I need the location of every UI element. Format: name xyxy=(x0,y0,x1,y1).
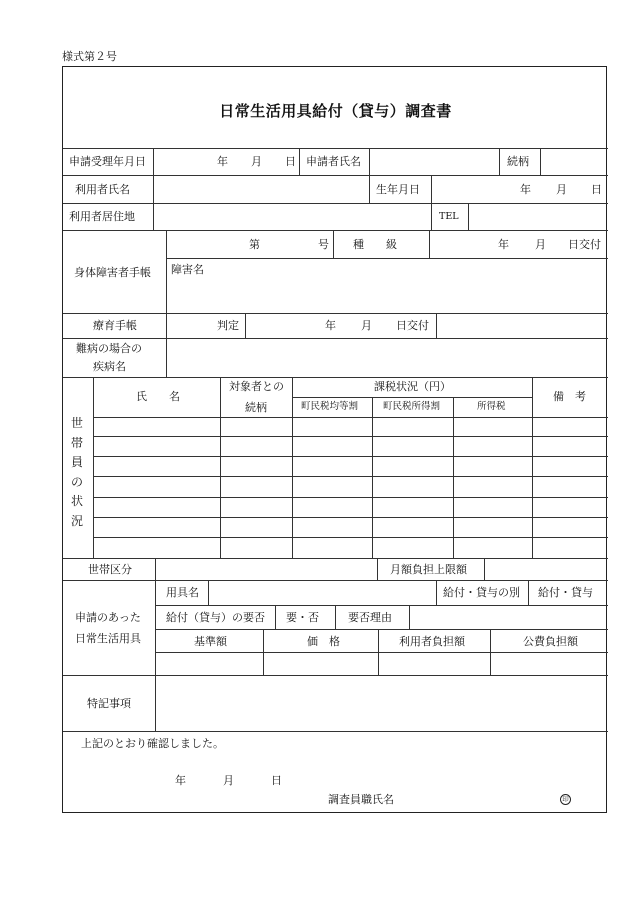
vline xyxy=(166,313,167,338)
form-number: 様式第２号 xyxy=(62,50,117,63)
hline xyxy=(93,476,608,477)
form-title: 日常生活用具給付（貸与）調査書 xyxy=(219,102,452,120)
handbook-month: 月 xyxy=(535,238,546,251)
hline xyxy=(63,580,608,581)
vline xyxy=(431,175,432,203)
vline xyxy=(299,148,300,175)
vline xyxy=(499,148,500,175)
handbook-dai: 第 xyxy=(249,238,260,251)
rehab-year: 年 xyxy=(325,319,336,332)
vline xyxy=(333,230,334,258)
vline xyxy=(220,377,221,558)
household-tax-sub3: 所得税 xyxy=(477,401,506,412)
hline xyxy=(63,338,608,339)
device-item-label: 用具名 xyxy=(166,586,199,599)
received-day: 日 xyxy=(285,155,296,168)
intractable-label-2: 疾病名 xyxy=(93,360,126,373)
vline xyxy=(155,580,156,675)
device-reason-label: 要否理由 xyxy=(348,611,392,624)
device-need-value: 要・否 xyxy=(286,611,319,624)
household-tax-sub1: 町民税均等割 xyxy=(301,401,359,412)
vline xyxy=(155,675,156,731)
vline xyxy=(292,377,293,558)
rehab-issued: 日交付 xyxy=(396,319,429,332)
handbook-issued: 日交付 xyxy=(568,238,601,251)
birth-year: 年 xyxy=(520,183,531,196)
hline xyxy=(93,537,608,538)
vline xyxy=(528,580,529,605)
vline xyxy=(468,203,469,230)
device-type-value: 給付・貸与 xyxy=(538,586,593,599)
relation-label: 続柄 xyxy=(507,155,529,168)
device-label-2: 日常生活用具 xyxy=(75,632,141,645)
hline xyxy=(63,313,608,314)
household-relation-header-2: 続柄 xyxy=(245,401,267,414)
remarks-label: 特記事項 xyxy=(87,697,131,710)
vline xyxy=(378,629,379,675)
confirm-month: 月 xyxy=(223,774,234,787)
device-base-label: 基準額 xyxy=(194,635,227,648)
household-tax-header: 課税状況（円） xyxy=(374,380,451,393)
disorder-name-label: 障害名 xyxy=(171,263,204,276)
hline xyxy=(63,203,608,204)
monthly-limit-label: 月額負担上限額 xyxy=(390,563,467,576)
investigator-label: 調査員職氏名 xyxy=(328,793,394,806)
received-date-label: 申請受理年月日 xyxy=(69,155,146,168)
applicant-name-label: 申請者氏名 xyxy=(306,155,361,168)
hline xyxy=(292,397,532,398)
vline xyxy=(436,313,437,338)
hline xyxy=(63,377,608,378)
handbook-year: 年 xyxy=(498,238,509,251)
hline xyxy=(93,456,608,457)
hline xyxy=(93,497,608,498)
vline xyxy=(453,397,454,558)
hline xyxy=(93,436,608,437)
vline xyxy=(369,175,370,203)
vline xyxy=(153,175,154,230)
vline xyxy=(166,338,167,377)
birth-month: 月 xyxy=(556,183,567,196)
vline xyxy=(540,148,541,175)
hline xyxy=(63,558,608,559)
device-need-label: 給付（貸与）の要否 xyxy=(166,611,265,624)
vline xyxy=(335,605,336,629)
vline xyxy=(377,558,378,580)
disability-handbook-label: 身体障害者手帳 xyxy=(74,266,151,279)
household-notes-header: 備 考 xyxy=(553,390,586,403)
device-type-label: 給付・貸与の別 xyxy=(443,586,520,599)
received-month: 月 xyxy=(251,155,262,168)
seal-mark: 印 xyxy=(560,794,571,805)
vline xyxy=(245,313,246,338)
household-tax-sub2: 町民税所得割 xyxy=(383,401,441,412)
user-name-label: 利用者氏名 xyxy=(75,183,130,196)
hline xyxy=(155,629,608,630)
handbook-go: 号 xyxy=(318,238,329,251)
hline xyxy=(63,675,608,676)
vline xyxy=(275,605,276,629)
survey-form xyxy=(62,66,607,813)
vline xyxy=(429,230,430,258)
birth-day: 日 xyxy=(591,183,602,196)
rehab-judgement-label: 判定 xyxy=(217,319,239,332)
rehab-handbook-label: 療育手帳 xyxy=(93,319,137,332)
vline xyxy=(431,203,432,230)
vline xyxy=(484,558,485,580)
vline xyxy=(369,148,370,175)
confirm-text: 上記のとおり確認しました。 xyxy=(81,737,224,750)
household-class-label: 世帯区分 xyxy=(88,563,132,576)
tel-label: TEL xyxy=(439,211,459,222)
vline xyxy=(153,148,154,175)
hline xyxy=(63,175,608,176)
device-label-1: 申請のあった xyxy=(75,611,141,624)
confirm-day: 日 xyxy=(271,774,282,787)
handbook-grade: 種 級 xyxy=(353,238,397,251)
device-user-burden-label: 利用者負担額 xyxy=(399,635,465,648)
vline xyxy=(436,580,437,605)
hline xyxy=(63,148,608,149)
vline xyxy=(93,377,94,558)
household-side-label: 世帯員の状況 xyxy=(70,416,83,528)
vline xyxy=(372,397,373,558)
device-price-label: 価 格 xyxy=(307,635,340,648)
address-label: 利用者居住地 xyxy=(69,210,135,223)
hline xyxy=(63,731,608,732)
birth-date-label: 生年月日 xyxy=(376,183,420,196)
vline xyxy=(166,230,167,313)
hline xyxy=(155,652,608,653)
vline xyxy=(532,377,533,558)
vline xyxy=(490,629,491,675)
intractable-label-1: 難病の場合の xyxy=(76,342,142,355)
received-year: 年 xyxy=(217,155,228,168)
hline xyxy=(93,517,608,518)
hline xyxy=(63,230,608,231)
rehab-month: 月 xyxy=(361,319,372,332)
hline xyxy=(155,605,608,606)
vline xyxy=(208,580,209,605)
vline xyxy=(409,605,410,629)
household-name-header: 氏 名 xyxy=(136,390,180,403)
vline xyxy=(155,558,156,580)
household-relation-header-1: 対象者との xyxy=(229,380,284,393)
device-public-burden-label: 公費負担額 xyxy=(523,635,578,648)
confirm-year: 年 xyxy=(175,774,186,787)
hline xyxy=(93,417,608,418)
hline xyxy=(166,258,608,259)
vline xyxy=(263,629,264,675)
